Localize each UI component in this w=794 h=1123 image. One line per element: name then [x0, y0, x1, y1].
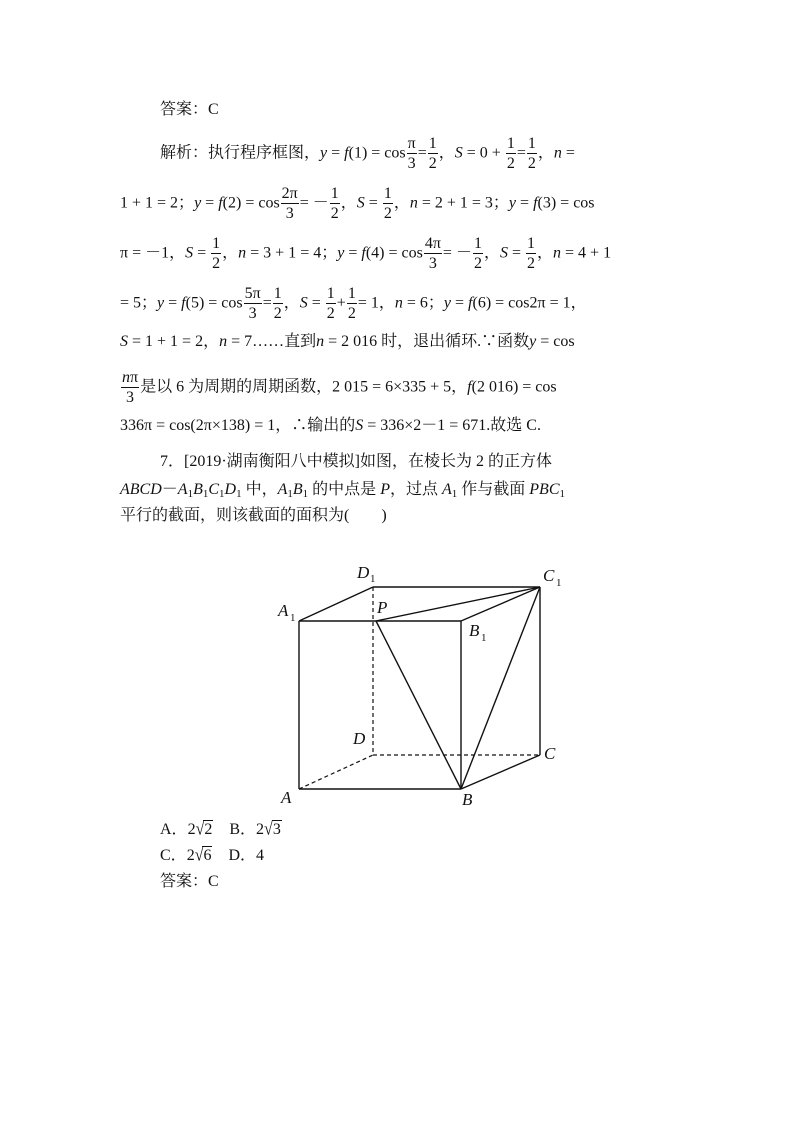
analysis-label: 解析：	[160, 144, 209, 162]
options-line-1	[160, 820, 282, 840]
hidden-edge-AD	[299, 755, 373, 789]
problem-number: 7．	[160, 453, 185, 470]
label-B: B	[462, 790, 473, 809]
answer-line-1	[160, 100, 219, 120]
problem-line-1: 7．[2019·湖南衡阳八中模拟]如图，在棱长为 2 的正方体	[160, 453, 553, 470]
analysis-line-4: = 5；y = f(5) = cos $\frac{5\pi}{3}$ = $\frac{1}{2}$ ，S = $\frac{1}{2}$ + $\frac{1}{2}$ = 1，n = 6；y = f(6) = cos2π = 1，	[120, 285, 587, 322]
problem-line-2: $ABCD-A_1B_1C_1D_1$ 中，$A_1B_1$ 的中点是 P，过点 $A_1$ 作与截面 $PBC_1$	[120, 481, 565, 500]
label-P: P	[377, 598, 388, 617]
svg-text:1: 1	[290, 612, 296, 624]
option-b[interactable]: B．2√3	[229, 819, 281, 840]
edge-PB	[376, 621, 461, 789]
fraction: $\frac{\pi}{3}$	[407, 135, 416, 172]
svg-text:1: 1	[556, 577, 562, 589]
analysis-line-5: S = 1 + 1 = 2，n = 7……直到n = 2 016 时，退出循环.∵函数y = cos	[120, 333, 575, 350]
options-line-2	[160, 846, 264, 866]
option-a[interactable]: A．2√2	[160, 819, 213, 840]
label-D1: D	[357, 563, 370, 582]
option-c[interactable]: C．2√6	[160, 845, 212, 866]
answer-line-2	[160, 872, 219, 892]
analysis-line-7: 336π = cos(2π×138) = 1，∴输出的S = 336×2－1 = 671.故选 C.	[120, 417, 541, 434]
analysis-line-1: 解析：执行程序框图，y = f(1) = cos $\frac{\pi}{3}$ = $\frac{1}{2}$ ，S = 0 + $\frac{1}{2}$ = $\frac{1}{2}$ ，n =	[160, 135, 575, 172]
cube-figure	[270, 555, 580, 815]
answer-label: 答案：	[160, 101, 209, 118]
problem-line-3: 平行的截面，则该截面的面积为( )	[120, 507, 387, 524]
svg-text:1: 1	[370, 573, 376, 585]
analysis-line-2: 1 + 1 = 2；y = f(2) = cos $\frac{2\pi}{3}$ = － $\frac{1}{2}$ ，S = $\frac{1}{2}$ ，n = 2 + 1 = 3；y = f(3) = cos	[120, 185, 595, 222]
analysis-line-6: $\frac{n\pi}{3}$ 是以 6 为周期的周期函数，2 015 = 6×335 + 5，f(2 016) = cos	[122, 369, 557, 406]
analysis-line-3: π = －1，S = $\frac{1}{2}$ ，n = 3 + 1 = 4；y = f(4) = cos $\frac{4\pi}{3}$ = － $\frac{1}{2}$ ，S = $\frac{1}{2}$ ，n = 4 + 1	[120, 235, 612, 272]
label-C1: C	[543, 566, 555, 585]
edge-PC1	[376, 587, 540, 621]
label-B1: B	[469, 621, 480, 640]
label-A: A	[281, 788, 292, 807]
answer-value: C	[208, 101, 219, 118]
option-d[interactable]: D．4	[228, 847, 265, 864]
label-A1: A	[278, 601, 289, 620]
answer-value: C	[208, 873, 219, 890]
svg-text:1: 1	[481, 632, 487, 644]
edge-A1D1	[299, 587, 373, 621]
edge-BC1	[461, 587, 540, 789]
label-C: C	[544, 744, 556, 763]
answer-label: 答案：	[160, 873, 209, 890]
label-D: D	[353, 729, 366, 748]
problem-source: [2019·湖南衡阳八中模拟]	[184, 453, 361, 470]
